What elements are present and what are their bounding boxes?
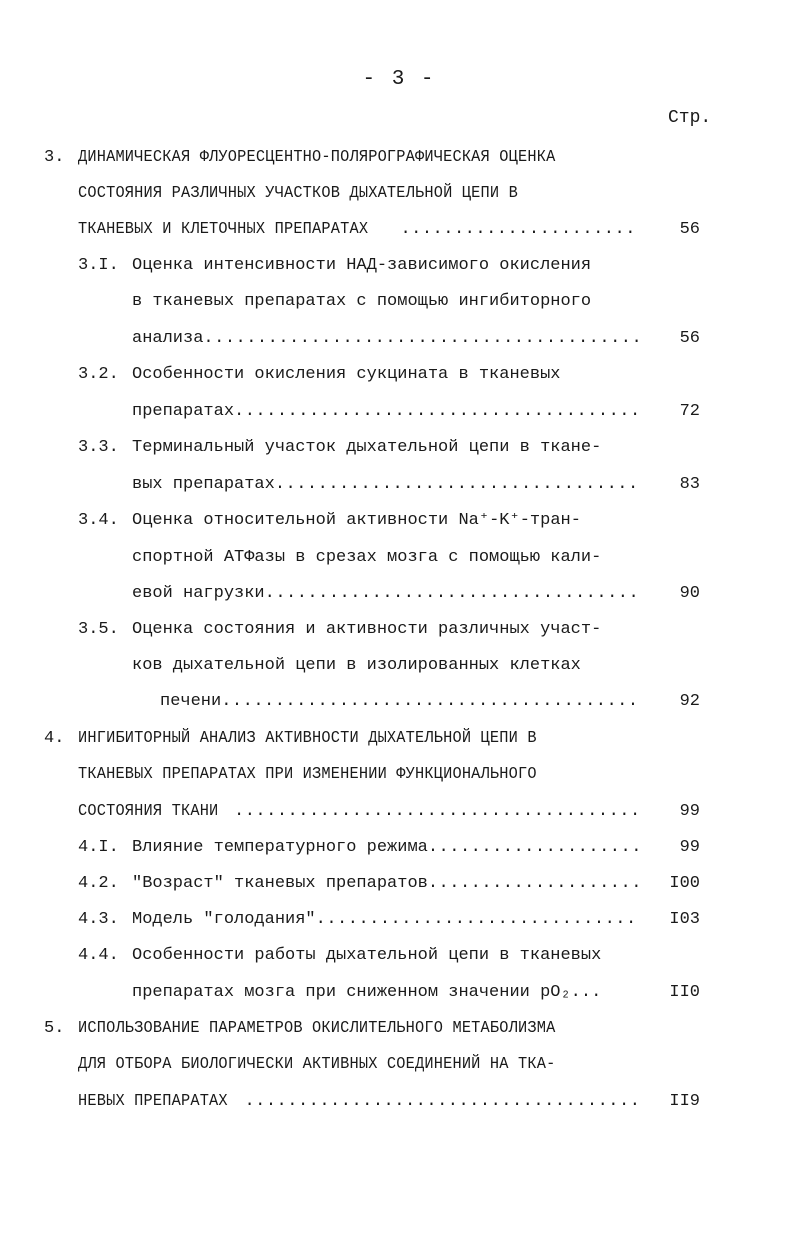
subsection-number: 4.4. [78,946,119,965]
subsection-number: 3.2. [78,365,119,384]
toc-page-number: 83 [679,475,700,494]
toc-line-leader [132,835,640,861]
toc-line: СОСТОЯНИЯ РАЗЛИЧНЫХ УЧАСТКОВ ДЫХАТЕЛЬНОЙ ЦЕПИ В [78,184,519,203]
leader-dots [203,326,640,352]
leader-dots [244,1089,640,1115]
toc-line: Оценка состояния и активности различных участ- [132,620,602,639]
leader-dots [221,689,640,715]
toc-page-number: 99 [679,802,700,821]
toc-line-leader [132,399,640,425]
toc-line-leader [78,799,640,825]
toc-page-number: 92 [679,692,700,711]
toc-line: СОСТОЯНИЯ ТКАНИ [78,802,219,821]
toc-line: Оценка интенсивности НАД-зависимого окисления [132,256,592,275]
toc-line: НЕВЫХ ПРЕПАРАТАХ [78,1092,228,1111]
leader-dots [428,871,640,897]
toc-line: Оценка относительной активности Na⁺-K⁺-тран- [132,511,581,530]
section-number: 5. [44,1019,65,1038]
subsection-number: 3.4. [78,511,119,530]
toc-line: ДИНАМИЧЕСКАЯ ФЛУОРЕСЦЕНТНО-ПОЛЯРОГРАФИЧЕСКАЯ ОЦЕНКА [78,148,556,167]
toc-line-leader [132,907,640,933]
toc-page-number: 56 [679,329,700,348]
toc-line: ков дыхательной цепи в изолированных клетках [132,656,581,675]
toc-line: ИСПОЛЬЗОВАНИЕ ПАРАМЕТРОВ ОКИСЛИТЕЛЬНОГО МЕТАБОЛИЗМА [78,1019,556,1038]
toc-line: вых препаратах [132,475,275,494]
toc-line: в тканевых препаратах с помощью ингибиторного [132,292,592,311]
leader-dots [275,472,640,498]
page-number: - 3 - [362,68,436,91]
toc-page-number: 72 [679,402,700,421]
toc-line: Особенности работы дыхательной цепи в тканевых [132,946,602,965]
subsection-number: 4.3. [78,910,119,929]
toc-page-number: II9 [669,1092,700,1111]
leader-dots [316,907,640,933]
toc-line: Модель "голодания" [132,910,316,929]
leader-dots [234,399,640,425]
toc-line: ТКАНЕВЫХ ПРЕПАРАТАХ ПРИ ИЗМЕНЕНИИ ФУНКЦИОНАЛЬНОГО [78,765,537,784]
toc-line: спортной АТФазы в срезах мозга с помощью кали- [132,548,602,567]
toc-line-leader [78,217,640,243]
toc-line-leader [78,1089,640,1115]
toc-line: препаратах [132,402,235,421]
toc-page-number: 90 [679,584,700,603]
toc-line: ДЛЯ ОТБОРА БИОЛОГИЧЕСКИ АКТИВНЫХ СОЕДИНЕНИЙ НА ТКА- [78,1055,556,1074]
page-column-header: Стр. [668,108,712,128]
toc-page-number: I00 [669,874,700,893]
leader-dots [428,835,640,861]
toc-line: Терминальный участок дыхательной цепи в ткане- [132,438,602,457]
leader-dots [400,217,640,243]
toc-line: анализа [132,329,204,348]
toc-line: Влияние температурного режима [132,838,428,857]
toc-line: ИНГИБИТОРНЫЙ АНАЛИЗ АКТИВНОСТИ ДЫХАТЕЛЬНОЙ ЦЕПИ В [78,729,537,748]
section-number: 4. [44,729,65,748]
toc-line-leader [160,689,640,715]
subsection-number: 3.I. [78,256,119,275]
subsection-number: 4.I. [78,838,119,857]
toc-page-number: I03 [669,910,700,929]
toc-line: евой нагрузки [132,584,265,603]
leader-dots [234,799,640,825]
subsection-number: 4.2. [78,874,119,893]
toc-line: "Возраст" тканевых препаратов [132,874,428,893]
toc-line: ТКАНЕВЫХ И КЛЕТОЧНЫХ ПРЕПАРАТАХ [78,220,369,239]
toc-page-number: II0 [669,983,700,1002]
toc-line: Особенности окисления сукцината в тканевых [132,365,561,384]
leader-dots [265,581,640,607]
toc-page-number: 56 [679,220,700,239]
toc-line: препаратах мозга при сниженном значении pO₂... [132,983,602,1002]
toc-line-leader [132,326,640,352]
subsection-number: 3.3. [78,438,119,457]
subsection-number: 3.5. [78,620,119,639]
toc-line-leader [132,581,640,607]
toc-page-number: 99 [679,838,700,857]
toc-line-leader [132,871,640,897]
toc-line-leader [132,472,640,498]
toc-line: печени [160,692,222,711]
section-number: 3. [44,148,65,167]
